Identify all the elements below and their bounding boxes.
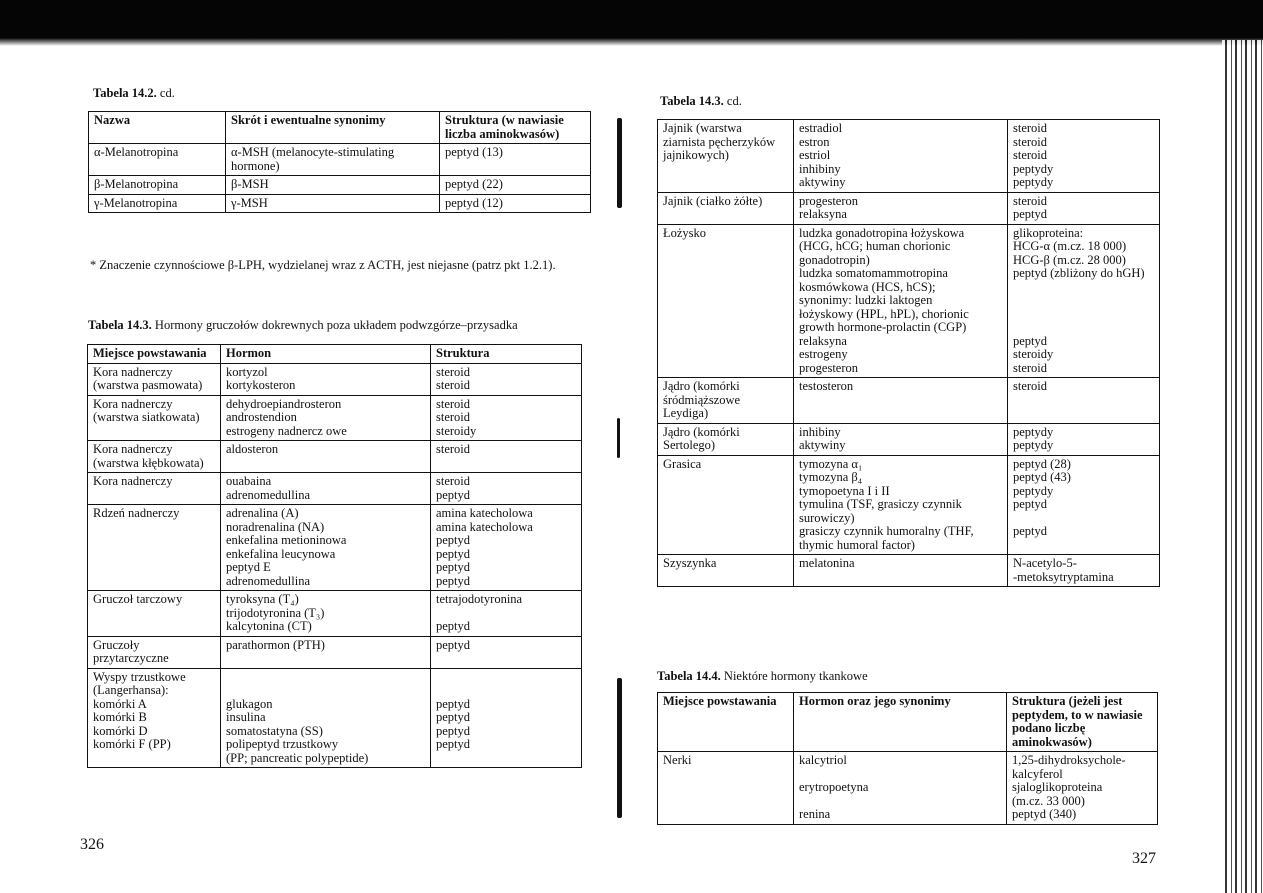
cell-line: adrenomedullina: [226, 573, 310, 588]
cell-line: steroid: [1013, 193, 1048, 208]
table-14-4-caption: Tabela 14.4. Niektóre hormony tkankowe: [657, 669, 868, 683]
cell-line: peptyd: [1013, 333, 1048, 348]
cell-line: kalcyferol: [1012, 766, 1063, 781]
cell-line: peptyd: [436, 696, 471, 711]
cell-line: peptyd: [436, 533, 471, 547]
table-14-3-cd-caption: Tabela 14.3. cd.: [660, 94, 742, 108]
cell-line: peptyd: [436, 737, 471, 751]
table-cell-hormone: [794, 455, 1008, 555]
cell-line: relaksyna: [799, 333, 847, 348]
table-cell-struct: [1008, 555, 1160, 587]
table-cell-hormone: [794, 224, 1008, 378]
cell-line: steroid: [436, 396, 471, 411]
cell-line: parathormon (PTH): [226, 637, 325, 652]
cell-line: testosteron: [799, 379, 854, 393]
table-row: [658, 555, 1160, 587]
cell-line: [799, 768, 1001, 782]
cell-line: growth hormone-prolactin (CGP): [799, 320, 967, 334]
table-14-2-footnote: * Znaczenie czynnościowe β-LPH, wydzielanej wraz z ACTH, jest niejasne (patrz pkt 1.2.1).: [90, 258, 556, 272]
cell-line: [436, 684, 576, 698]
table-cell-hormone: [221, 395, 431, 441]
cell-line: [436, 671, 576, 685]
cell-line: melatonina: [799, 556, 855, 570]
table-cell-place: [658, 423, 794, 455]
cell-line: [226, 671, 425, 685]
table-row: [658, 192, 1160, 224]
table-row: [89, 176, 591, 195]
table-body: [89, 144, 591, 213]
cell-line: kosmówkowa (HCS, hCS);: [799, 279, 936, 294]
table-14-3-cd: [657, 119, 1160, 587]
table-cell-name: [89, 176, 226, 195]
cell-line: komórki A: [93, 696, 147, 711]
cell-line: grasiczy czynnik humoralny (THF,: [799, 524, 974, 538]
table-cell-place: [88, 473, 221, 505]
cell-line: tetrajodotyronina: [436, 592, 523, 606]
table-cell-place: [88, 441, 221, 473]
cell-line: [1013, 308, 1154, 322]
table-cell-hormone: [221, 668, 431, 768]
table-cell-struct: [1008, 224, 1160, 378]
col-header: Nazwa: [89, 112, 226, 144]
table-row: [88, 363, 582, 395]
table-body: [658, 120, 1160, 587]
cell-line: sjaloglikoproteina: [1012, 780, 1103, 794]
cell-line: tymozyna β₄: [799, 470, 863, 484]
cell-line: tymulina (TSF, grasiczy czynnik: [799, 497, 962, 511]
table-header-row: [89, 112, 591, 144]
table-cell-place: [88, 636, 221, 668]
cell-line: peptydy: [1013, 483, 1054, 498]
table-cell-struct: [431, 441, 582, 473]
table-cell-struct: [440, 144, 591, 176]
cell-line: hormone): [231, 158, 280, 173]
table-cell-struct: [1008, 378, 1160, 424]
cell-line: noradrenalina (NA): [226, 519, 325, 534]
cell-line: [1013, 539, 1154, 553]
cell-line: [799, 795, 1001, 809]
col-header: Skrót i ewentualne synonimy: [226, 112, 440, 144]
cell-line: Jądro (komórki: [663, 424, 740, 439]
table-cell-syn: [226, 194, 440, 213]
cell-line: [1013, 512, 1154, 526]
table-cell-struct: [431, 473, 582, 505]
table-cell-name: [89, 194, 226, 213]
cell-line: glikoproteina:: [1013, 225, 1084, 240]
table-14-3-caption: Tabela 14.3. Hormony gruczołów dokrewnych poza układem podwzgórze–przysadka: [88, 318, 518, 332]
cell-line: peptyd: [436, 573, 471, 588]
table-cell-hormone: [221, 363, 431, 395]
cell-line: [436, 607, 576, 621]
table-cell-hormone: [221, 505, 431, 591]
cell-line: tyroksyna (T₄): [226, 592, 299, 606]
cell-line: enkefalina metioninowa: [226, 533, 347, 547]
table-cell-hormone: [221, 441, 431, 473]
table-cell-struct: [1007, 752, 1158, 825]
table-cell-hormone: [794, 752, 1007, 825]
cell-line: peptyd (28): [1013, 456, 1071, 471]
cell-line: jajnikowych): [663, 148, 729, 162]
cell-line: HCG-α (m.cz. 18 000): [1013, 239, 1127, 253]
table-14-2-caption: Tabela 14.2. cd.: [93, 86, 175, 100]
table-cell-struct: [1008, 192, 1160, 224]
col-header: Miejsce powstawania: [658, 693, 794, 752]
cell-line: peptyd: [436, 637, 471, 652]
cell-line: peptyd: [436, 723, 471, 738]
table-cell-hormone: [794, 120, 1008, 193]
cell-line: peptyd (12): [445, 195, 503, 210]
table-row: [658, 378, 1160, 424]
cell-line: peptydy: [1013, 424, 1054, 439]
col-header: Hormon oraz jego synonimy: [794, 693, 1007, 752]
table-row: [88, 395, 582, 441]
cell-line: steroid: [1013, 148, 1048, 162]
cell-line: α-Melanotropina: [94, 145, 179, 159]
table-cell-struct: [431, 668, 582, 768]
cell-line: steroid: [1013, 134, 1048, 149]
cell-line: steroid: [1013, 121, 1048, 135]
cell-line: śródmiąższowe: [663, 392, 741, 407]
table-cell-hormone: [794, 555, 1008, 587]
table-row: [88, 505, 582, 591]
cell-line: progesteron: [799, 360, 859, 375]
cell-line: (m.cz. 33 000): [1012, 793, 1085, 808]
cell-line: kortykosteron: [226, 378, 296, 392]
col-header: Struktura (jeżeli jest peptydem, to w nawiasie podano liczbę aminokwasów): [1007, 693, 1158, 752]
cell-line: adrenomedullina: [226, 487, 310, 502]
cell-line: Gruczoły: [93, 637, 140, 652]
table-cell-struct: [431, 395, 582, 441]
cell-line: erytropoetyna: [799, 780, 869, 794]
cell-line: peptyd (340): [1012, 807, 1077, 821]
cell-line: Szyszynka: [663, 556, 717, 570]
table-cell-struct: [431, 363, 582, 395]
cell-line: (HCG, hCG; human chorionic: [799, 239, 951, 253]
cell-line: (Langerhansa):: [93, 683, 169, 697]
table-cell-place: [88, 363, 221, 395]
table-cell-place: [658, 752, 794, 825]
table-cell-struct: [431, 591, 582, 637]
cell-line: renina: [799, 807, 831, 821]
table-body: [88, 363, 582, 768]
cell-line: HCG-β (m.cz. 28 000): [1013, 252, 1126, 267]
table-header-row: [88, 345, 582, 364]
cell-line: [226, 684, 425, 698]
table-cell-struct: [431, 505, 582, 591]
table-row: [658, 752, 1158, 825]
cell-line: Gruczoł tarczowy: [93, 592, 183, 606]
cell-line: Jajnik (warstwa: [663, 121, 742, 135]
cell-line: Nerki: [663, 753, 692, 767]
cell-line: Leydiga): [663, 406, 709, 420]
cell-line: steroidy: [1013, 347, 1054, 361]
table-cell-struct: [431, 636, 582, 668]
cell-line: thymic humoral factor): [799, 537, 915, 552]
table-cell-place: [658, 378, 794, 424]
cell-line: estradiol: [799, 121, 843, 135]
table-cell-place: [658, 555, 794, 587]
book-gutter: [617, 118, 623, 818]
cell-line: peptyd: [436, 710, 471, 724]
cell-line: γ-Melanotropina: [94, 195, 178, 210]
table-cell-struct: [1008, 120, 1160, 193]
cell-line: surowiczy): [799, 510, 855, 525]
cell-line: adrenalina (A): [226, 506, 299, 520]
cell-line: komórki F (PP): [93, 737, 171, 751]
cell-line: estrogeny: [799, 347, 848, 361]
cell-line: aktywiny: [799, 175, 846, 189]
cell-line: Kora nadnerczy: [93, 474, 173, 488]
table-cell-hormone: [794, 423, 1008, 455]
cell-line: peptydy: [1013, 161, 1054, 176]
cell-line: peptyd (zbliżony do hGH): [1013, 266, 1145, 280]
cell-line: ludzka somatomammotropina: [799, 266, 948, 280]
cell-line: (warstwa pasmowata): [93, 378, 203, 392]
cell-line: Jądro (komórki: [663, 379, 740, 393]
table-body: [658, 752, 1158, 825]
table-cell-struct: [440, 194, 591, 213]
table-header-row: [658, 693, 1158, 752]
table-row: [88, 473, 582, 505]
table-cell-name: [89, 144, 226, 176]
table-row: [658, 120, 1160, 193]
table-row: [658, 224, 1160, 378]
cell-line: peptyd: [1013, 497, 1048, 511]
cell-line: steroid: [436, 442, 471, 456]
cell-line: gonadotropin): [799, 252, 870, 267]
table-14-4: [657, 692, 1158, 825]
cell-line: peptyd (43): [1013, 470, 1071, 484]
cell-line: estron: [799, 134, 830, 149]
cell-line: kortyzol: [226, 364, 268, 379]
cell-line: przytarczyczne: [93, 651, 169, 665]
cell-line: steroid: [1013, 360, 1048, 375]
cell-line: (PP; pancreatic polypeptide): [226, 750, 369, 765]
table-row: [89, 144, 591, 176]
table-cell-struct: [440, 176, 591, 195]
cell-line: aktywiny: [799, 438, 846, 452]
table-cell-place: [88, 395, 221, 441]
table-cell-struct: [1008, 455, 1160, 555]
cell-line: Kora nadnerczy: [93, 396, 173, 411]
cell-line: Łożysko: [663, 225, 707, 240]
cell-line: peptyd: [436, 546, 471, 561]
table-cell-hormone: [221, 473, 431, 505]
cell-line: Rdzeń nadnerczy: [93, 506, 180, 520]
cell-line: dehydroepiandrosteron: [226, 396, 342, 411]
col-header: Miejsce powstawania: [88, 345, 221, 364]
cell-line: trijodotyronina (T₃): [226, 605, 325, 620]
table-cell-struct: [1008, 423, 1160, 455]
table-cell-place: [88, 505, 221, 591]
cell-line: N-acetylo-5-: [1013, 556, 1077, 570]
cell-line: peptyd: [436, 560, 471, 574]
cell-line: androstendion: [226, 410, 297, 424]
cell-line: Kora nadnerczy: [93, 364, 173, 379]
cell-line: [1013, 281, 1154, 295]
cell-line: peptyd (22): [445, 177, 503, 191]
cell-line: aldosteron: [226, 442, 279, 456]
table-row: [88, 591, 582, 637]
cell-line: insulina: [226, 710, 266, 724]
cell-line: peptydy: [1013, 438, 1054, 452]
table-row: [89, 194, 591, 213]
cell-line: kalcytriol: [799, 753, 847, 767]
cell-line: -metoksytryptamina: [1013, 569, 1114, 584]
cell-line: komórki B: [93, 710, 147, 724]
cell-line: Sertolego): [663, 438, 716, 452]
cell-line: łożyskowy (HPL, hPL), chorionic: [799, 306, 969, 321]
table-14-3: [87, 344, 582, 768]
cell-line: γ-MSH: [231, 195, 268, 210]
cell-line: estriol: [799, 148, 831, 162]
table-cell-place: [658, 224, 794, 378]
cell-line: tymopoetyna I i II: [799, 483, 890, 498]
cell-line: kalcytonina (CT): [226, 619, 312, 633]
table-cell-place: [88, 668, 221, 768]
page-number-left: 326: [80, 836, 104, 853]
cell-line: steroid: [1013, 379, 1048, 393]
table-row: [658, 423, 1160, 455]
cell-line: somatostatyna (SS): [226, 723, 323, 738]
cell-line: inhibiny: [799, 424, 841, 439]
cell-line: β-Melanotropina: [94, 177, 179, 191]
cell-line: enkefalina leucynowa: [226, 546, 336, 561]
table-cell-hormone: [221, 591, 431, 637]
table-14-2: [88, 111, 591, 213]
table-cell-place: [658, 192, 794, 224]
page-number-right: 327: [1132, 850, 1156, 867]
cell-line: steroid: [436, 364, 471, 379]
cell-line: peptyd: [1013, 207, 1048, 221]
cell-line: [1013, 321, 1154, 335]
scan-top-shadow: [0, 0, 1263, 40]
table-cell-hormone: [221, 636, 431, 668]
cell-line: peptyd: [1013, 524, 1048, 538]
cell-line: ouabaina: [226, 474, 272, 488]
cell-line: peptydy: [1013, 175, 1054, 189]
cell-line: peptyd: [436, 487, 471, 502]
col-header: Struktura: [431, 345, 582, 364]
table-row: [658, 455, 1160, 555]
cell-line: (warstwa siatkowata): [93, 410, 200, 424]
cell-line: synonimy: ludzki laktogen: [799, 293, 933, 307]
cell-line: steroid: [436, 474, 471, 488]
cell-line: [1013, 294, 1154, 308]
cell-line: Jajnik (ciałko żółte): [663, 193, 763, 208]
table-cell-hormone: [794, 192, 1008, 224]
table-cell-place: [658, 120, 794, 193]
table-cell-hormone: [794, 378, 1008, 424]
col-header: Struktura (w nawiasie liczba aminokwasów): [440, 112, 591, 144]
cell-line: peptyd E: [226, 560, 271, 574]
table-cell-syn: [226, 144, 440, 176]
cell-line: Kora nadnerczy: [93, 442, 173, 456]
cell-line: steroidy: [436, 423, 477, 438]
table-row: [88, 636, 582, 668]
table-cell-place: [658, 455, 794, 555]
cell-line: peptyd: [436, 619, 471, 633]
cell-line: amina katecholowa: [436, 506, 533, 520]
cell-line: 1,25-dihydroksychole-: [1012, 753, 1126, 767]
cell-line: progesteron: [799, 193, 859, 208]
cell-line: amina katecholowa: [436, 519, 533, 534]
table-cell-place: [88, 591, 221, 637]
col-header: Hormon: [221, 345, 431, 364]
book-spine-edge: [1222, 40, 1263, 893]
cell-line: peptyd (13): [445, 145, 503, 159]
cell-line: steroid: [436, 410, 471, 424]
cell-line: steroid: [436, 378, 471, 392]
cell-line: ziarnista pęcherzyków: [663, 134, 776, 149]
cell-line: β-MSH: [231, 177, 269, 191]
cell-line: Wyspy trzustkowe: [93, 669, 186, 684]
cell-line: Grasica: [663, 456, 702, 471]
cell-line: α-MSH (melanocyte-stimulating: [231, 145, 395, 159]
cell-line: glukagon: [226, 696, 273, 711]
cell-line: komórki D: [93, 723, 148, 738]
cell-line: estrogeny nadnercz owe: [226, 423, 347, 438]
table-cell-syn: [226, 176, 440, 195]
cell-line: relaksyna: [799, 207, 847, 221]
table-row: [88, 668, 582, 768]
cell-line: (warstwa kłębkowata): [93, 455, 204, 470]
cell-line: polipeptyd trzustkowy: [226, 737, 339, 751]
cell-line: ludzka gonadotropina łożyskowa: [799, 225, 965, 240]
cell-line: inhibiny: [799, 161, 841, 176]
cell-line: tymozyna α₁: [799, 456, 863, 471]
table-row: [88, 441, 582, 473]
